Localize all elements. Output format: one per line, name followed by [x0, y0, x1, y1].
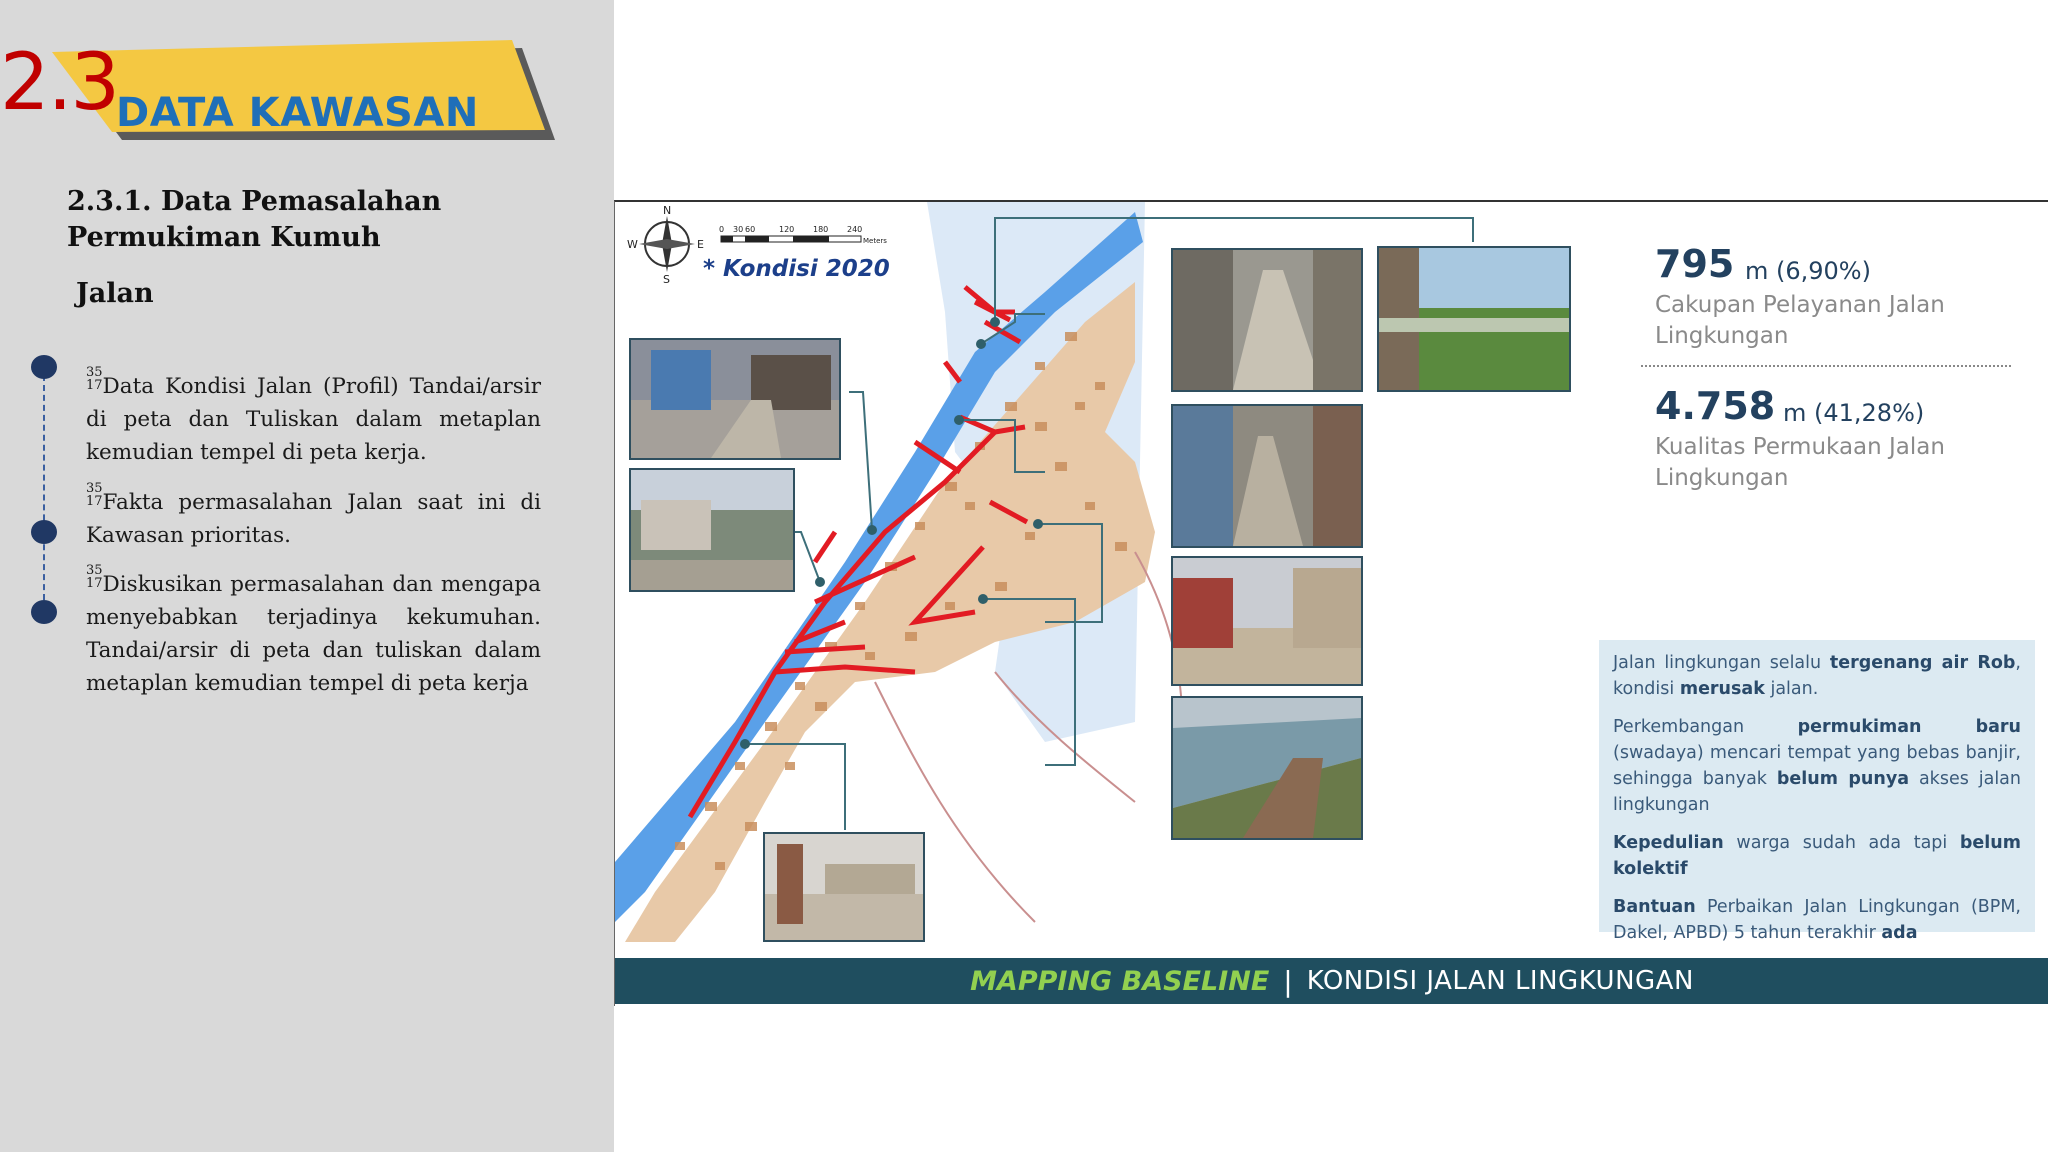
- photo-canal-5: [1171, 696, 1363, 840]
- finding-item: Bantuan Perbaikan Jalan Lingkungan (BPM, Dakel, APBD) 5 tahun terakhir ada: [1613, 897, 2021, 943]
- stat-value-coverage: 795: [1655, 242, 1735, 286]
- stat-divider: [1641, 365, 2011, 367]
- findings-box: [1599, 640, 2035, 943]
- bullet-item: 35 17 Data Kondisi Jalan (Profil) Tandai/arsir di peta dan Tuliskan dalam metaplan kemudian tempel di peta kerja.: [86, 365, 541, 465]
- stat-label-quality: Kualitas Permukaan Jalan Lingkungan: [1655, 434, 1945, 491]
- stat-label-coverage: Cakupan Pelayanan Jalan Lingkungan: [1655, 292, 1945, 349]
- timeline-dot: [31, 520, 57, 544]
- bullet-marker: 35 17: [86, 365, 103, 393]
- footer-separator: |: [1283, 964, 1293, 998]
- finding-item: Perkembangan permukiman baru (swadaya) mencari tempat yang bebas banjir, sehingga banyak belum punya akses jalan lingkungan: [1613, 717, 2022, 815]
- finding-item: Kepedulian warga sudah ada tapi belum kolektif: [1613, 833, 2021, 879]
- scale-label: 0: [719, 225, 725, 234]
- photo-gate-road: [763, 832, 925, 942]
- timeline-dot: [31, 600, 57, 624]
- compass-w: W: [627, 238, 638, 251]
- bullet-marker: 35 17: [86, 563, 103, 591]
- scale-unit: Meters: [863, 237, 887, 245]
- finding-item: Jalan lingkungan selalu tergenang air Rob, kondisi merusak jalan.: [1613, 653, 2021, 699]
- scale-label: 30: [733, 225, 744, 234]
- scale-label: 240: [847, 225, 863, 234]
- footer-title-a: MAPPING BASELINE: [970, 965, 1270, 997]
- photo-house-front: [629, 468, 795, 592]
- stat-value-quality: 4.758: [1655, 384, 1776, 428]
- scale-label: 60: [745, 225, 756, 234]
- photo-street-4: [1171, 556, 1363, 686]
- compass-icon: [627, 204, 704, 286]
- photo-alley-1: [1171, 248, 1363, 392]
- photo-alley-3: [1171, 404, 1363, 548]
- bullet-item: 35 17 Diskusikan permasalahan dan mengapa menyebabkan terjadinya kekumuhan. Tandai/arsir di peta dan tuliskan dalam metaplan kemudian tempel di peta kerja: [86, 563, 541, 696]
- timeline-line: [43, 375, 45, 610]
- bullet-marker: 35 17: [86, 481, 103, 509]
- stat-unit-coverage: m (6,90%): [1745, 257, 1871, 285]
- footer-title-b: KONDISI JALAN LINGKUNGAN: [1306, 966, 1694, 996]
- footer-banner: [615, 958, 2048, 1004]
- compass-s: S: [663, 273, 670, 286]
- photo-market-street: [629, 338, 841, 460]
- condition-label: * Kondisi 2020: [703, 256, 890, 282]
- mapping-slide: [614, 200, 2048, 1006]
- scale-label: 120: [779, 225, 795, 234]
- subsection-title: 2.3.1. Data Pemasalahan Permukiman Kumuh: [67, 186, 442, 253]
- scale-label: 180: [813, 225, 829, 234]
- section-number: 2.3: [0, 38, 119, 128]
- timeline-dot: [31, 355, 57, 379]
- section-title: DATA KAWASAN: [116, 90, 479, 136]
- subsection-topic: Jalan: [76, 278, 154, 309]
- scale-bar: [719, 225, 887, 245]
- compass-e: E: [697, 238, 704, 251]
- stat-unit-quality: m (41,28%): [1783, 399, 1925, 427]
- compass-n: N: [663, 204, 672, 217]
- photo-field-2: [1377, 246, 1571, 392]
- bullet-item: 35 17 Fakta permasalahan Jalan saat ini di Kawasan prioritas.: [86, 481, 541, 548]
- left-panel: [0, 0, 614, 1152]
